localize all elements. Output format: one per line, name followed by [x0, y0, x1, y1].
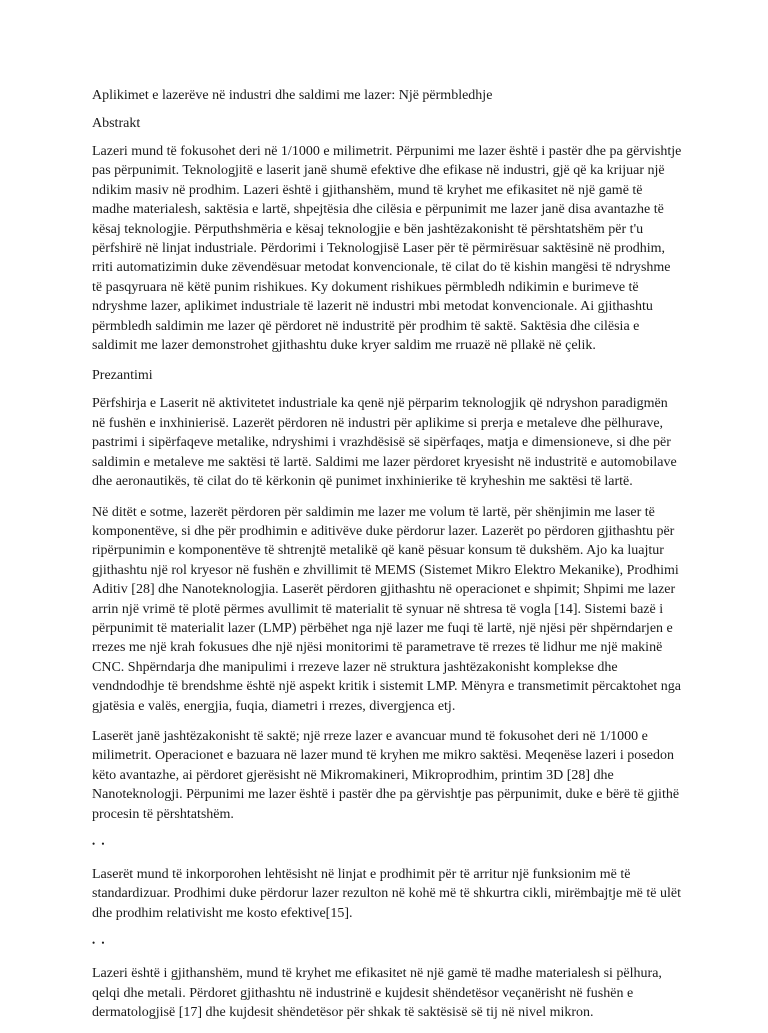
bullet-separator: • •	[92, 839, 107, 849]
document-content	[92, 86, 682, 1033]
document-title: Aplikimet e lazerëve në industri dhe saldimi me lazer: Një përmbledhje	[92, 88, 493, 103]
body-paragraph: Përfshirja e Laserit në aktivitetet industriale ka qenë një përparim teknologjik që ndryshon paradigmën në fushën e inxhinierisë. Lazerët përdoren në industri për aplikime si prerja e metaleve dhe pëlhurave, pastrimi i sipërfaqeve metalike, ndryshimi i vrazhdësisë së sipërfaqes, matja e dimensioneve, si dhe për saldimin e metaleve me saktësi të lartë. Saldimi me lazer përdoret kryesisht në industritë e automobilave dhe aeronautikës, të cilat do të kërkonin që punimet inxhinierike të kryheshin me saktësi të lartë.	[92, 396, 677, 490]
body-paragraph: Laserët mund të inkorporohen lehtësisht në linjat e prodhimit për të arritur një funksionim më të standardizuar. Prodhimi duke përdorur lazer rezulton në kohë më të shkurtra cikli, mirëmbajtje më të ulët dhe prodhim relativisht me kosto efektive[15].	[92, 867, 681, 921]
bullet-separator: • •	[92, 938, 107, 949]
body-paragraph: Lazeri është i gjithanshëm, mund të kryhet me efikasitet në një gamë të madhe materialesh si pëlhura, qelqi dhe metali. Përdoret gjithashtu në industrinë e kujdesit shëndetësor veçanërisht në fushën e dermatologjisë [17] dhe kujdesit shëndetësor për shkak të saktësisë së tij në nivel mikron.	[92, 966, 662, 1021]
introduction-heading: Prezantimi	[92, 368, 153, 384]
abstract-paragraph: Lazeri mund të fokusohet deri në 1/1000 e milimetrit. Përpunimi me lazer është i pastër dhe pa gërvishtje pas përpunimit. Teknologjitë e laserit janë shumë efektive dhe efikase në industri, gjë që ka krijuar një ndikim masiv në prodhim. Lazeri është i gjithanshëm, mund të kryhet me efikasitet në një gamë të madhe materialesh, saktësia e lartë, shpejtësia dhe cilësia e përpunimit me lazer janë disa avantazhe të kësaj teknologjie. Përputhshmëria e kësaj teknologjie e bën jashtëzakonisht të përshtatshëm për t'u përfshirë në linjat industriale. Përdorimi i Teknologjisë Laser për të përmirësuar saktësinë në prodhim, rriti automatizimin duke zëvendësuar metodat konvencionale, të cilat do të kishin mangësi të ndryshme të pasqyruara në këtë punim rishikues. Ky dokument rishikues përmbledh ndikimin e burimeve të ndryshme lazer, aplikimet industriale të lazerit në industri mbi metodat konvencionale. Ai gjithashtu përmbledh saldimin me lazer që përdoret në industritë për prodhim të saktë. Saktësia dhe cilësia e saldimit me lazer demonstrohet gjithashtu duke kryer saldim me rruazë në pllakë në çelik.	[92, 144, 682, 354]
body-paragraph: Në ditët e sotme, lazerët përdoren për saldimin me lazer me volum të lartë, për shënjimin me laser të komponentëve, si dhe për prodhimin e aditivëve duke përdorur lazer. Lazerët po përdoren gjithashtu për ripërpunimin e komponentëve të shtrenjtë metalikë që kanë pësuar konsum të dukshëm. Ajo ka luajtur gjithashtu një rol kryesor në fushën e zhvillimit të MEMS (Sistemet Mikro Elektro Mekanike), Prodhimi Aditiv [28] dhe Nanoteknologjia. Laserët përdoren gjithashtu në operacionet e shpimit; Shpimi me lazer arrin një vrimë të plotë përmes avullimit të materialit të synuar në shtresa të vogla [14]. Sistemi bazë i përpunimit të materialit lazer (LMP) përbëhet nga një lazer me fuqi të lartë, një njësi për shpërndarjen e rrezes me një krah fokusues dhe një njësi monitorimi të parametrave të rrezes të lidhur me një makinë CNC. Shpërndarja dhe manipulimi i rrezeve lazer në struktura jashtëzakonisht komplekse dhe vendndodhje të brendshme është një aspekt kritik i sistemit LMP. Mënyra e transmetimit përcaktohet nga gjatësia e valës, energjia, fuqia, diametri i rrezes, divergjenca etj.	[92, 504, 682, 714]
abstract-heading: Abstrakt	[92, 116, 141, 131]
body-paragraph: Laserët janë jashtëzakonisht të saktë; një rreze lazer e avancuar mund të fokusohet deri në 1/1000 e milimetrit. Operacionet e bazuara në lazer mund të kryhen me mikro saktësi. Meqenëse lazeri i posedon këto avantazhe, ai përdoret gjerësisht në Mikromakineri, Mikroprodhim, printim 3D [28] dhe Nanoteknologji. Përpunimi me lazer është i pastër dhe pa gërvishtje pas përpunimit, duke e bërë të gjithë procesin të përshtatshëm.	[92, 728, 680, 822]
